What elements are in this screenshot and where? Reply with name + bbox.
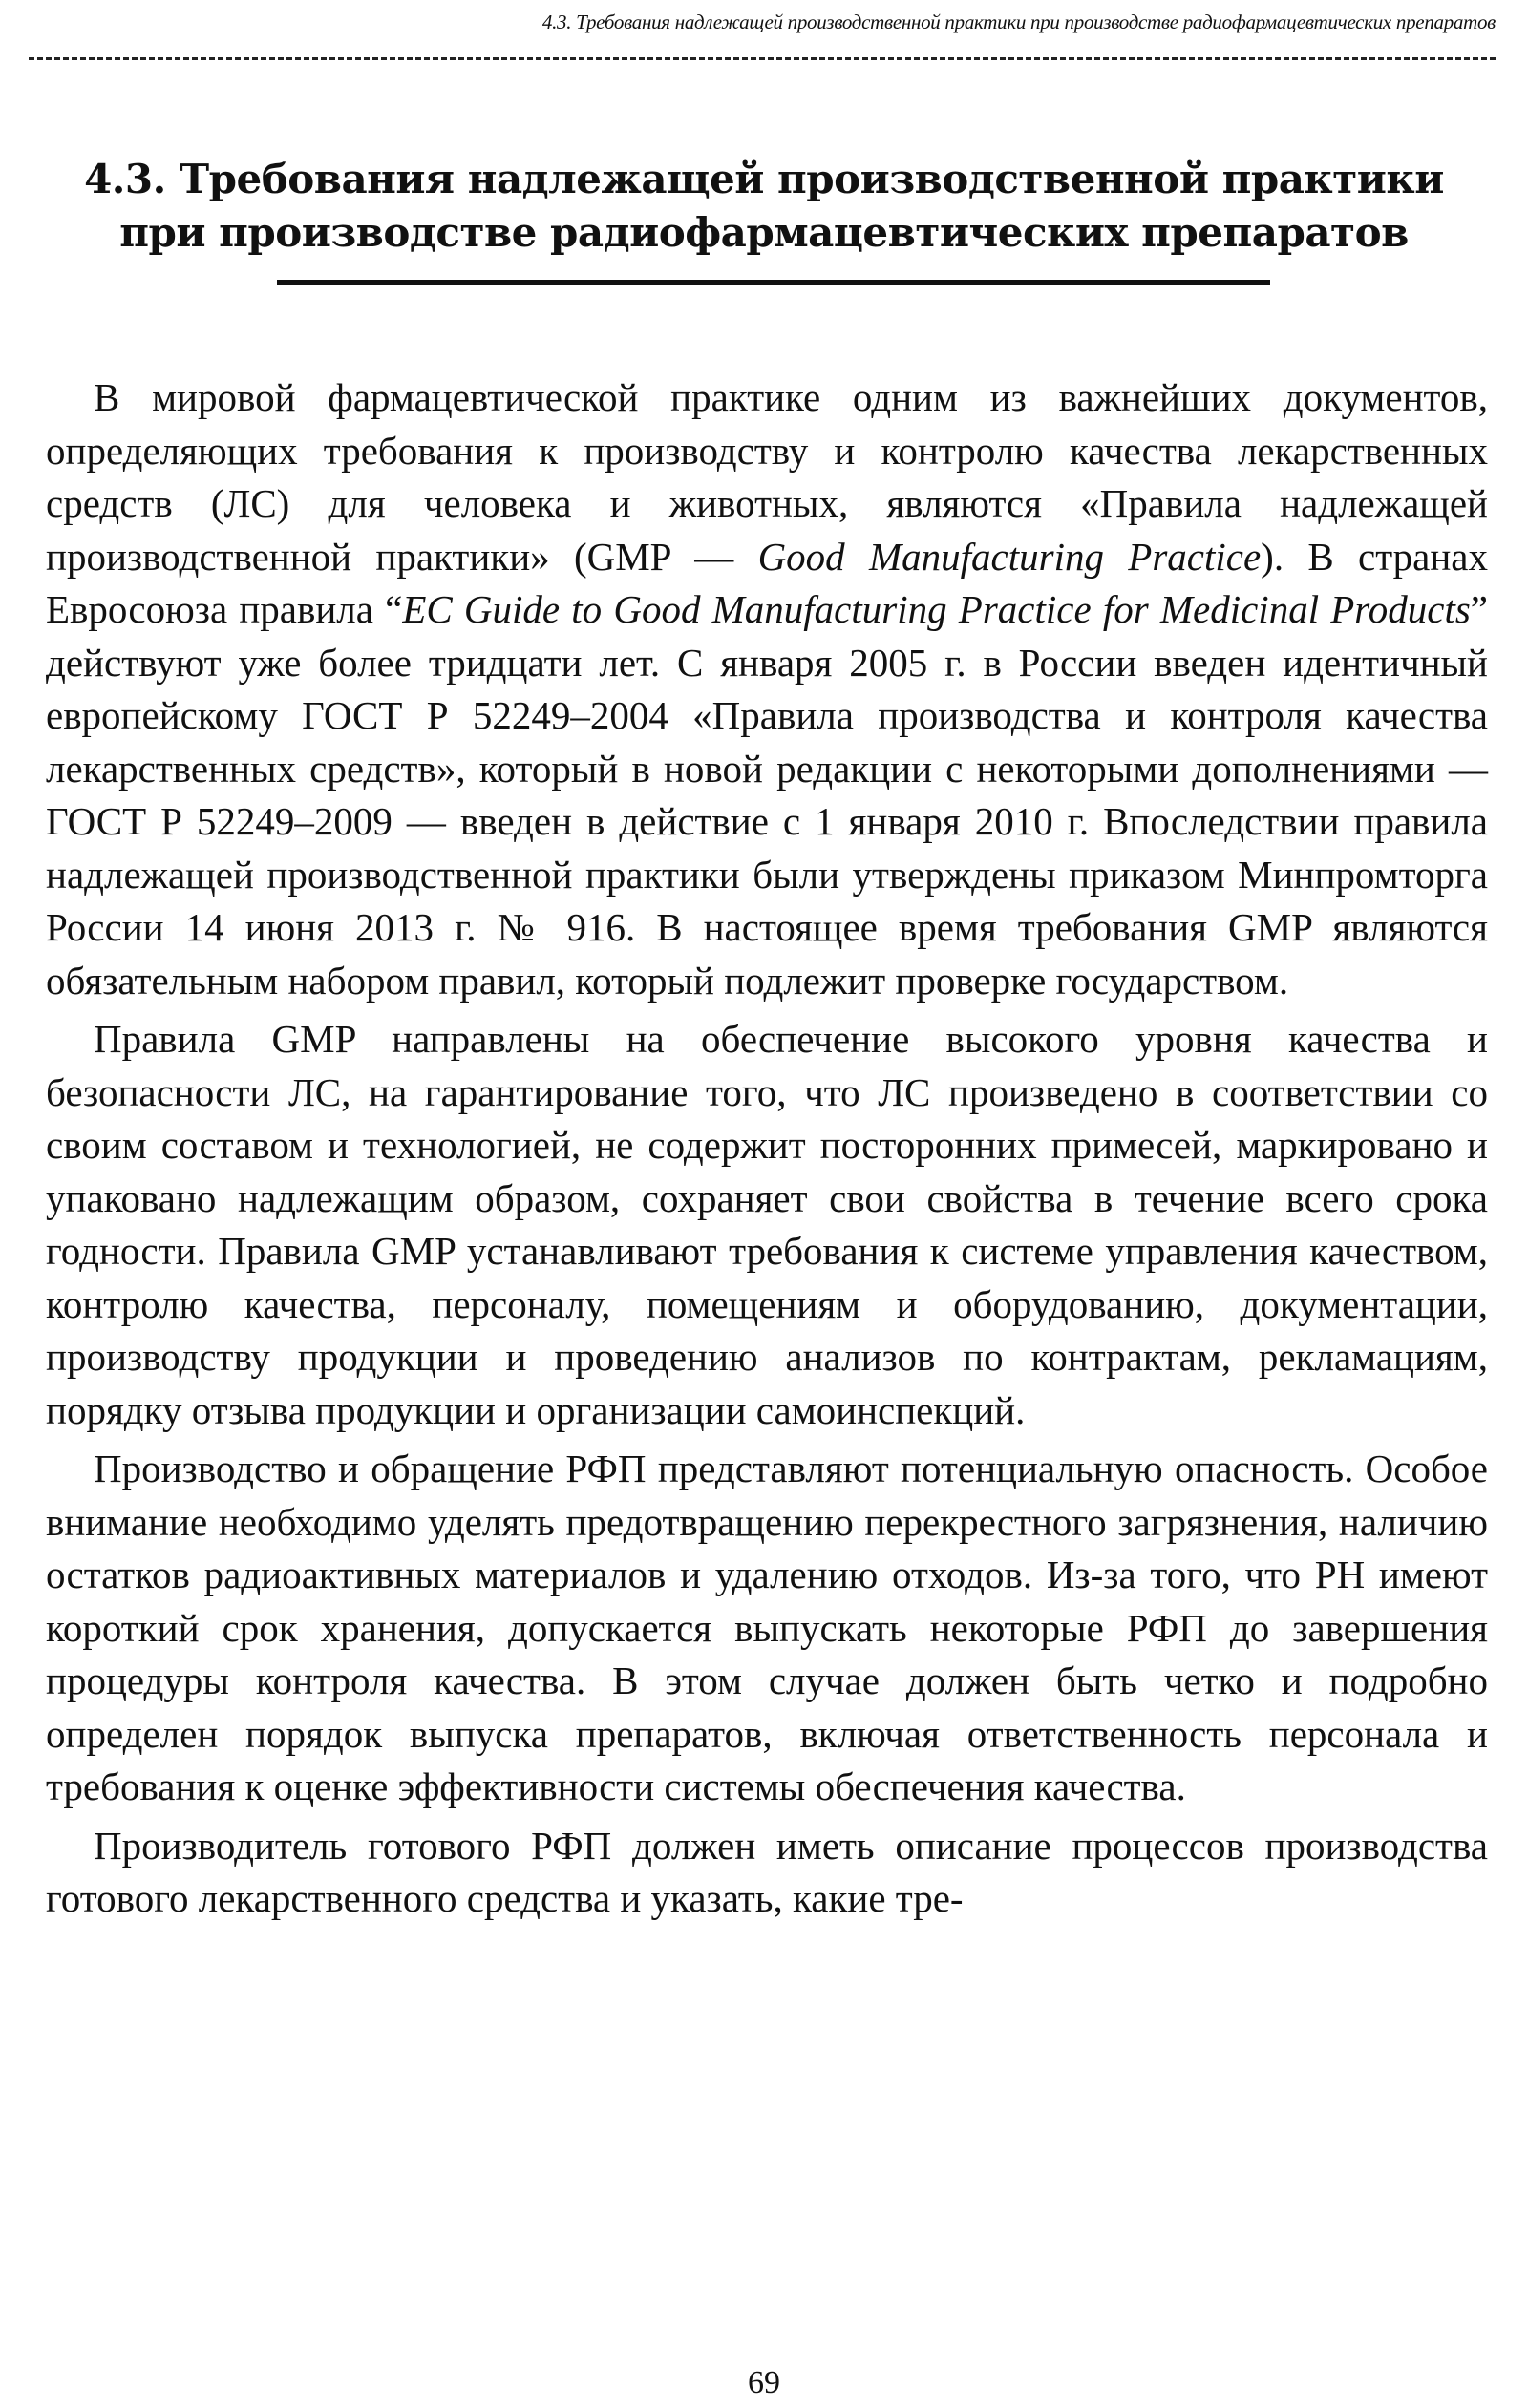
paragraph-1-part-a: В мировой фармацевтической практике одним из важнейших документов, определяющих требования к производству и контролю качества лекарственных средств (ЛС) для человека и животных, являются «Правила надлежащей производственной практики» (GMP —	[46, 375, 1488, 579]
header-dashed-rule	[29, 57, 1496, 60]
paragraph-3: Производство и обращение РФП представляют потенциальную опасность. Особое внимание необходимо уделять предотвращению перекрестного загрязнения, наличию остатков радиоактивных материалов и удалению отходов. Из-за того, что РН имеют короткий срок хранения, допускается выпускать некоторые РФП до завершения процедуры контроля качества. В этом случае должен быть четко и подробно определен порядок выпуска препаратов, включая ответственность персонала и требования к оценке эффективности системы обеспечения качества.	[46, 1447, 1488, 1808]
paragraph-1-italic-gmp: Good Manufacturing Practice	[757, 534, 1262, 579]
paragraph-1	[46, 371, 1488, 1007]
paragraph-4: Производитель готового РФП должен иметь описание процессов производства готового лекарственного средства и указать, какие тре-	[46, 1823, 1488, 1920]
paragraph-2: Правила GMP направлены на обеспечение высокого уровня качества и безопасности ЛС, на гарантирование того, что ЛС произведено в соответствии со своим составом и технологией, не содержит посторонних примесей, маркировано и упаковано надлежащим образом, сохраняет свои свойства в течение всего срока годности. Правила GMP устанавливают требования к системе управления качеством, контролю качества, персоналу, помещениям и оборудованию, документации, производству продукции и проведению анализов по контрактам, рекламациям, порядку отзыва продукции и организации самоинспекций.	[46, 1017, 1488, 1432]
paragraph-1-italic-guide: EC Guide to Good Manufacturing Practice for Medicinal Products	[402, 587, 1471, 631]
paragraph-1-part-c: ). В странах Евросоюза правила “	[46, 534, 1488, 631]
section-heading-line-1: 4.3. Требования надлежащей производственной практики	[84, 156, 1444, 202]
heading-underline	[277, 280, 1270, 285]
section-heading-line-2: при производстве радиофармацевтических препаратов	[119, 209, 1409, 256]
page-number: 69	[748, 2365, 780, 2400]
body-text	[46, 371, 1488, 1932]
paragraph-1-part-e: ” действуют уже более тридцати лет. С января 2005 г. в России введен идентичный европейскому ГОСТ Р 52249–2004 «Правила производства и контроля качества лекарственных средств», который в новой редакции с некоторыми дополнениями — ГОСТ Р 52249–2009 — введен в действие с 1 января 2010 г. Впоследствии правила надлежащей производственной практики были утверждены приказом Минпромторга России 14 июня 2013 г. № 916. В настоящее время требования GMP являются обязательным набором правил, который подлежит проверке государством.	[46, 587, 1488, 1003]
section-heading	[57, 153, 1471, 260]
running-head: 4.3. Требования надлежащей производственной практики при производстве радиофармацевтических препаратов	[541, 11, 1496, 33]
